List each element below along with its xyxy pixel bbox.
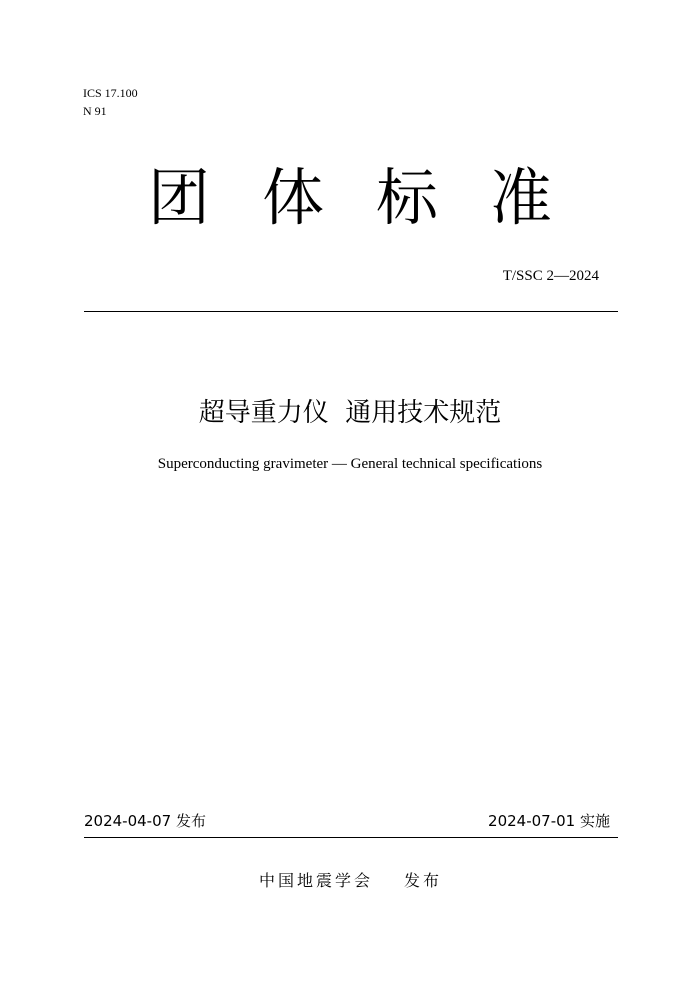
ccs-code: N 91 <box>83 104 107 118</box>
chinese-title: 超导重力仪 通用技术规范 <box>198 398 502 428</box>
bottom-divider <box>84 837 618 838</box>
top-divider <box>84 311 618 312</box>
standard-number: T/SSC 2—2024 <box>502 268 599 284</box>
ics-code: ICS 17.100 <box>83 86 138 100</box>
publisher-name: 中国地震学会 <box>259 871 374 890</box>
english-title: Superconducting gravimeter — General technical specifications <box>157 456 543 472</box>
publish-date: 2024-04-07 发布 <box>84 812 206 830</box>
implementation-date: 2024-07-01 实施 <box>488 812 610 830</box>
publisher-action: 发布 <box>404 871 443 890</box>
document-type-title: 团体标准 <box>147 161 604 234</box>
